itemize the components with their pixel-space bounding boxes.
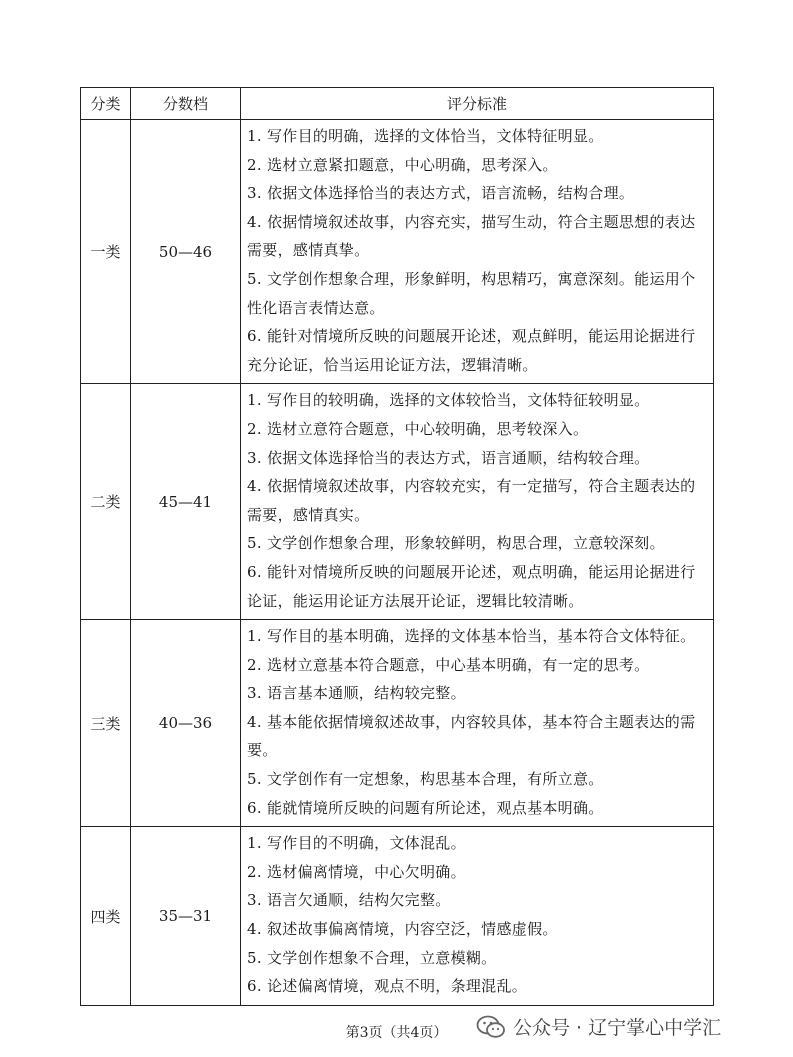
score-range-cell: 35—31 [131, 827, 241, 1006]
criteria-cell [241, 827, 714, 1006]
header-score-range: 分数档 [131, 88, 241, 120]
category-cell: 三类 [81, 620, 131, 827]
category-cell: 二类 [81, 384, 131, 620]
criteria-item: 6. 能针对情境所反映的问题展开论述，观点明确，能运用论据进行论证，能运用论证方法展开论证，逻辑比较清晰。 [247, 562, 696, 610]
score-range-cell: 50—46 [131, 120, 241, 384]
criteria-item: 5. 文学创作有一定想象，构思基本合理，有所立意。 [247, 770, 604, 789]
category-cell: 四类 [81, 827, 131, 1006]
criteria-item: 4. 依据情境叙述故事，内容较充实，有一定描写，符合主题表达的需要，感情真实。 [247, 477, 696, 524]
wechat-icon [476, 1014, 506, 1040]
table-header-row [81, 88, 714, 120]
table-row [81, 620, 714, 827]
criteria-item: 2. 选材立意基本符合题意，中心基本明确，有一定的思考。 [247, 655, 650, 674]
criteria-item: 1. 写作目的较明确，选择的文体较恰当，文体特征较明显。 [247, 391, 650, 410]
criteria-cell [241, 384, 714, 620]
criteria-item: 3. 语言欠通顺，结构欠完整。 [247, 891, 451, 910]
page-number: 第3页（共4页） [345, 1025, 448, 1041]
criteria-item: 3. 依据文体选择恰当的表达方式，语言流畅，结构合理。 [247, 184, 635, 203]
category-cell: 一类 [81, 120, 131, 384]
criteria-item: 5. 文学创作想象合理，形象较鲜明，构思合理，立意较深刻。 [247, 534, 665, 553]
table-row [81, 384, 714, 620]
criteria-item: 3. 语言基本通顺，结构较完整。 [247, 684, 466, 703]
header-category: 分类 [81, 88, 131, 120]
criteria-item: 1. 写作目的明确，选择的文体恰当，文体特征明显。 [247, 127, 604, 145]
criteria-item: 1. 写作目的不明确，文体混乱。 [247, 834, 466, 853]
table-row [81, 120, 714, 384]
criteria-item: 6. 能就情境所反映的问题有所论述，观点基本明确。 [247, 798, 604, 817]
criteria-cell [241, 620, 714, 827]
criteria-item: 4. 叙述故事偏离情境，内容空泛，情感虚假。 [247, 920, 558, 939]
criteria-item: 4. 依据情境叙述故事，内容充实，描写生动，符合主题思想的表达需要，感情真挚。 [247, 212, 696, 260]
criteria-item: 1. 写作目的基本明确，选择的文体基本恰当，基本符合文体特征。 [247, 627, 696, 646]
score-range-cell: 45—41 [131, 384, 241, 620]
criteria-cell [241, 120, 714, 384]
criteria-item: 2. 选材立意紧扣题意，中心明确，思考深入。 [247, 155, 558, 174]
watermark [476, 1013, 721, 1040]
watermark-text: 公众号 · 辽宁掌心中学汇 [513, 1017, 722, 1039]
criteria-item: 6. 论述偏离情境，观点不明，条理混乱。 [247, 977, 528, 996]
criteria-item: 5. 文学创作想象合理，形象鲜明，构思精巧，寓意深刻。能运用个性化语言表情达意。 [247, 269, 696, 317]
scoring-table [80, 87, 714, 1006]
criteria-item: 6. 能针对情境所反映的问题展开论述，观点鲜明，能运用论据进行充分论证，恰当运用论证方法，逻辑清晰。 [247, 327, 696, 374]
criteria-item: 2. 选材偏离情境，中心欠明确。 [247, 862, 466, 881]
criteria-item: 5. 文学创作想象不合理，立意模糊。 [247, 948, 497, 967]
criteria-item: 3. 依据文体选择恰当的表达方式，语言通顺，结构较合理。 [247, 448, 650, 467]
criteria-item: 4. 基本能依据情境叙述故事，内容较具体，基本符合主题表达的需要。 [247, 712, 696, 760]
criteria-item: 2. 选材立意符合题意，中心较明确，思考较深入。 [247, 419, 589, 438]
header-criteria: 评分标准 [241, 88, 714, 120]
table-row [81, 827, 714, 1006]
score-range-cell: 40—36 [131, 620, 241, 827]
